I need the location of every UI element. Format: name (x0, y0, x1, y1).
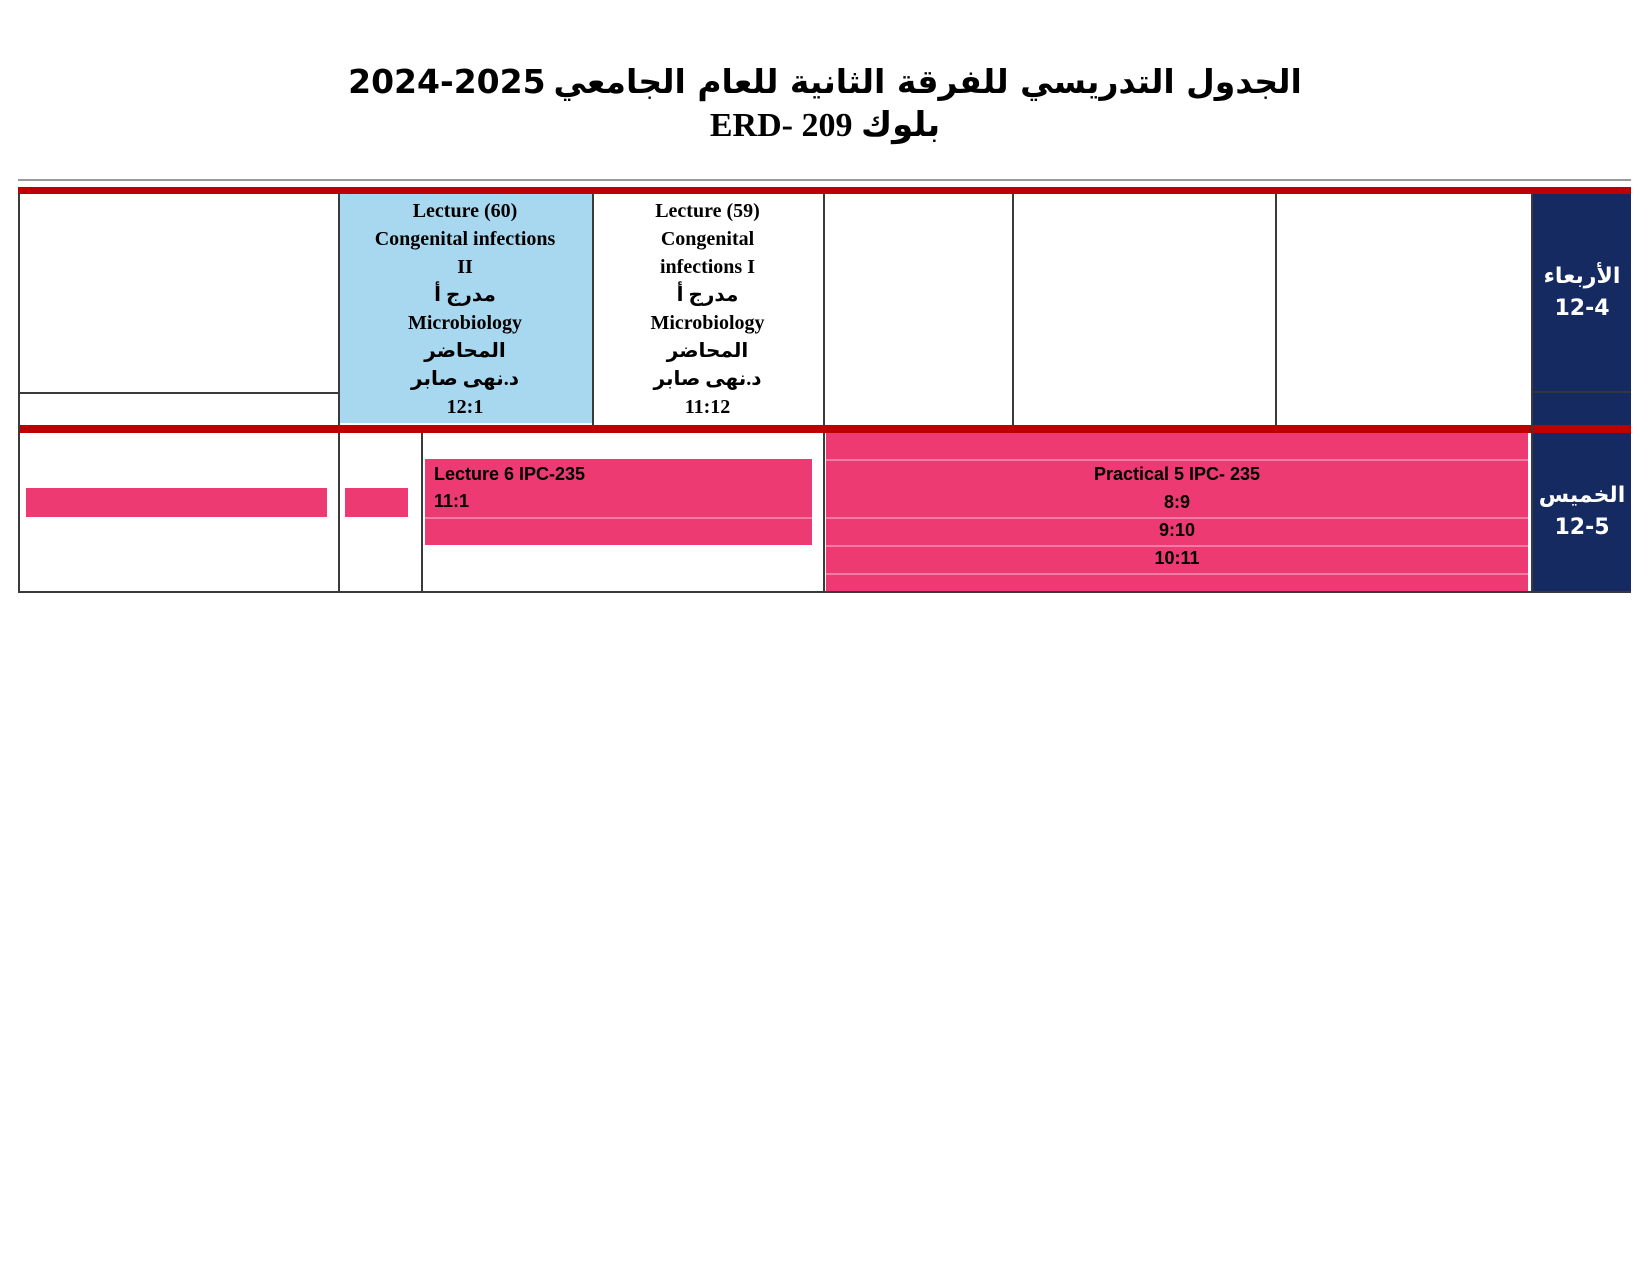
day-header-thursday (1533, 433, 1631, 591)
page-title (0, 62, 1650, 101)
practical-5-text: Practical 5 IPC- 235 8:9 9:10 10:11 (1093, 464, 1261, 568)
cell-lecture-60: Lecture (60) Congenital infections II مدرج أ Microbiology المحاضر د.نهى صابر 12:1 (338, 194, 592, 423)
table-top-line (18, 179, 1631, 181)
block-word: بلوك (860, 107, 941, 144)
header-red-bar (18, 187, 1631, 194)
grid-line (592, 194, 594, 425)
grid-line (1275, 194, 1277, 425)
grid-line (823, 194, 825, 425)
day-header-wednesday (1533, 194, 1631, 397)
cell-practical-5 (826, 433, 1528, 591)
grid-line (826, 573, 1528, 575)
row-separator-red-bar (18, 425, 1631, 433)
day-label-wednesday: الأربعاء (1543, 263, 1621, 289)
grid-line (421, 433, 423, 591)
title-block (0, 0, 1650, 144)
grid-line (18, 392, 338, 394)
cell-lecture-59: Lecture (59) Congenital infections I مدرج أ Microbiology المحاضر د.نهى صابر 11:12 (650, 200, 765, 418)
day-label-thursday: الخميس (1538, 483, 1626, 508)
block-code: ERD- 209 (709, 107, 853, 144)
page-title-years: 2025-2024 (348, 62, 546, 101)
grid-line (338, 433, 340, 591)
day-header-wednesday-strip (1533, 393, 1631, 426)
page-title-text: الجدول التدريسي للفرقة الثانية للعام الجامعي (553, 62, 1302, 101)
page-subtitle (0, 105, 1650, 145)
cell-lecture-6 (425, 459, 812, 545)
grid-line (1012, 194, 1014, 425)
grid-line (1531, 194, 1533, 591)
lecture-6-text: Lecture 6 IPC-235 11:1 (434, 464, 586, 511)
table-bottom-line (18, 591, 1631, 593)
thursday-empty-slot-bar-1 (26, 488, 327, 517)
day-hours-thursday: 12-5 (1554, 515, 1610, 540)
grid-line (425, 517, 812, 519)
grid-line (823, 433, 825, 591)
day-hours-wednesday: 12-4 (1554, 295, 1610, 321)
thursday-empty-slot-bar-2 (345, 488, 408, 517)
grid-line (338, 194, 340, 425)
